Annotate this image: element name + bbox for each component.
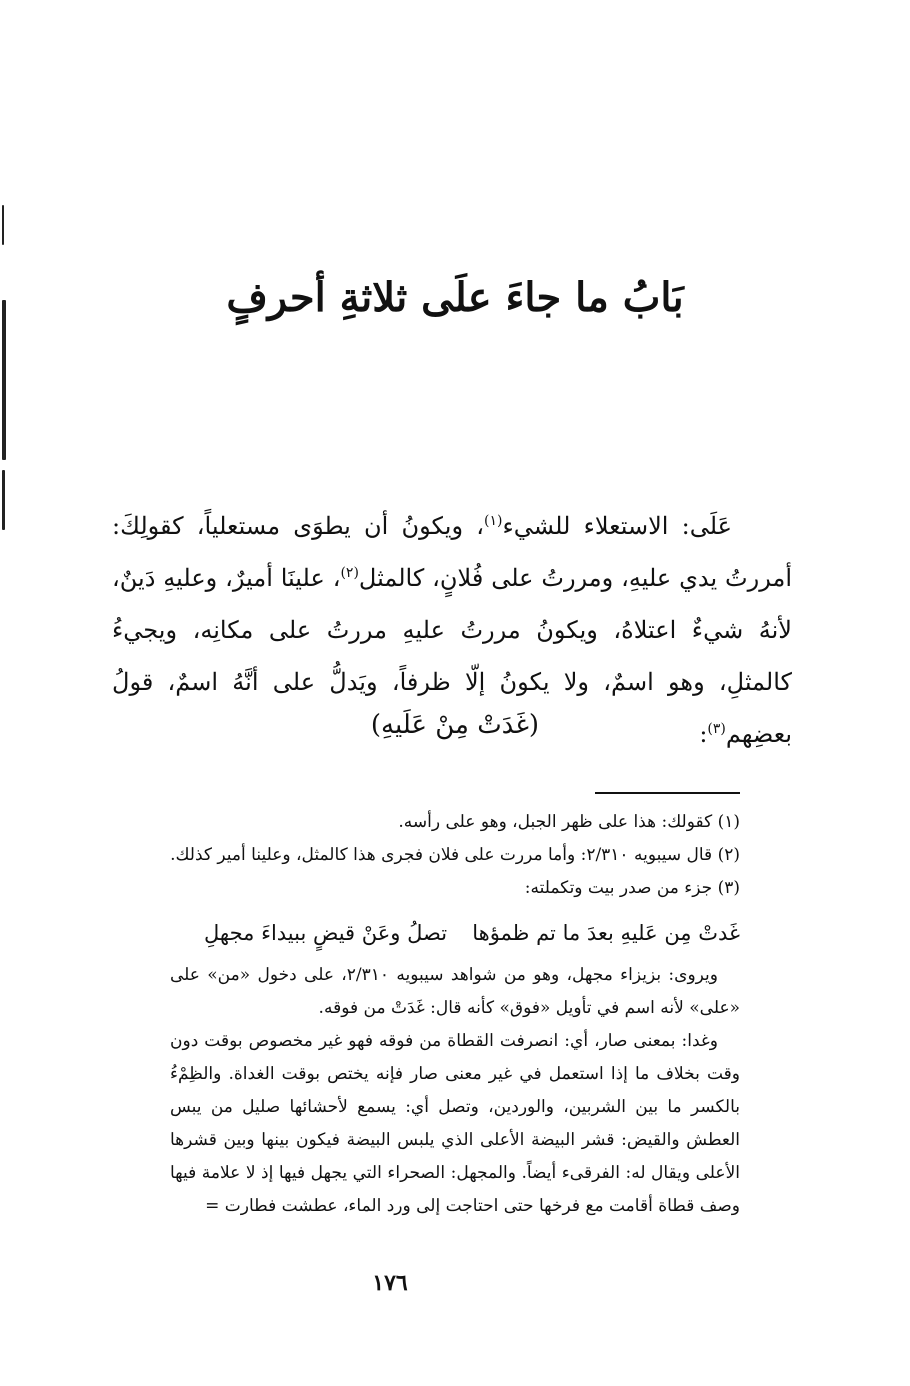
footnote-commentary-1: ويروى: بزيزاء مجهل، وهو من شواهد سيبويه ٢/٣١٠، على دخول «من» على «على» لأنه اسم في تأويل «فوق» كأنه قال: غَدَتْ من فوقه. (170, 965, 740, 1018)
chapter-heading: بَابُ ما جاءَ علَى ثلاثةِ أحرفٍ (226, 274, 684, 321)
footnotes-section (170, 806, 740, 1223)
binding-edge-mark (2, 300, 6, 460)
verse-first-hemistich: غَدتْ مِن عَليهِ بعدَ ما تم ظمؤها (472, 921, 740, 945)
binding-edge-mark (2, 205, 4, 245)
footnote-ref-1[interactable]: (١) (483, 513, 503, 529)
footnote-ref-3[interactable]: (٣) (707, 721, 726, 737)
footnote-ref-2[interactable]: (٢) (340, 565, 359, 581)
page-number: ١٧٦ (372, 1270, 408, 1296)
main-text-part: ، علينَا أميرٌ، وعليهِ دَينٌ، لأنهُ شيءٌ اعتلاهُ، ويكونُ مررتُ عليهِ مررتُ على مكانِه، ويجيءُ كالمثلِ، وهو اسمٌ، ولا يكونُ إلّا ظرفاً، ويَدلُّ على أنَّهُ اسمٌ، قولُ بعضِهم (112, 564, 792, 748)
main-text-part: ، ويكونُ أن يطوَى مستعلياً، كقولِكَ: أمررتُ يدي عليهِ، ومررتُ على فُلانٍ، كالمثل (112, 512, 792, 592)
main-text-part: عَلَى: الاستعلاء للشيء (502, 512, 733, 540)
footnote-3: (٣) جزء من صدر بيت وتكملته: (524, 878, 740, 898)
footnote-separator (595, 792, 740, 794)
footnote-2: (٢) قال سيبويه ٢/٣١٠: وأما مررت على فلان فجرى هذا كالمثل، وعلينا أمير كذلك. (170, 845, 740, 865)
footnote-commentary-2: وغدا: بمعنى صار، أي: انصرفت القطاة من فوقه فهو غير مخصوص بوقت دون وقت بخلاف ما إذا استعمل في غير معنى صار فإنه يختص بوقت الغداة. والظِمْءُ بالكسر ما بين الشربين، والوردين، وتصل أي: يسمع لأحشائها صليل من يبس العطش والقيض: قشر البيضة الأعلى الذي يلبس البيضة فيكون بينها وبين قشرها الأعلى ويقال له: الفرقىء أيضاً. والمجهل: الصحراء التي يجهل فيها إذ لا علامة فيها وصف قطاة أقامت مع فرخها حتى احتاجت إلى ورد الماء، عطشت فطارت = (170, 1031, 740, 1216)
quoted-verse: (غَدَتْ مِنْ عَلَيهِ) (370, 710, 540, 740)
verse-second-hemistich: تصلُ وعَنْ قيضٍ ببيداءَ مجهلِ (204, 921, 448, 945)
footnote-verse (170, 913, 740, 953)
footnote-1: (١) كقولك: هذا على ظهر الجبل، وهو على رأسه. (398, 812, 740, 832)
binding-edge-mark (2, 470, 5, 530)
main-text-part: : (699, 720, 708, 748)
